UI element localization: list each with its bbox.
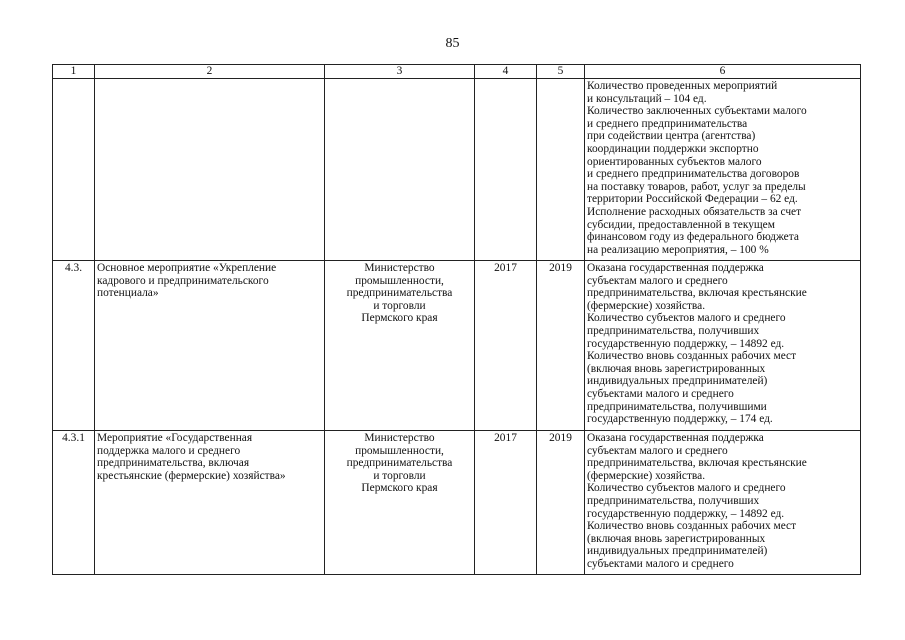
executor-cell	[325, 431, 475, 575]
result-cell	[585, 261, 861, 431]
cell-text-line: субъектам малого и среднего	[587, 444, 728, 457]
cell-text-line: субсидии, предоставленной в текущем	[587, 218, 775, 231]
cell-text-line: Количество вновь созданных рабочих мест	[587, 350, 797, 363]
end-year-cell: 2019	[537, 261, 585, 431]
result-cell	[585, 431, 861, 575]
cell-text-line: государственную поддержку, – 14892 ед.	[587, 337, 785, 350]
cell-text-line: и консультаций – 104 ед.	[587, 92, 707, 105]
cell-text-line: Пермского края	[361, 482, 438, 495]
cell-text-line: государственную поддержку, – 14892 ед.	[587, 507, 785, 520]
cell-text-line: на реализацию мероприятия, – 100 %	[587, 243, 769, 256]
column-header: 1	[53, 65, 95, 79]
table-row	[53, 431, 861, 575]
cell-text-line: и торговли	[373, 299, 426, 312]
cell-text-line: Пермского края	[361, 312, 438, 325]
cell-text-line: предпринимательства, включая	[97, 457, 250, 470]
column-header: 6	[585, 65, 861, 79]
end-year-cell: 2019	[537, 431, 585, 575]
cell-text-line: Оказана государственная поддержка	[587, 262, 764, 274]
item-number-cell: 4.3.1	[53, 431, 95, 575]
program-table	[52, 64, 861, 575]
cell-text-line: субъектами малого и среднего	[587, 387, 734, 400]
cell-text-line: предпринимательства	[346, 287, 453, 300]
cell-text-line: предпринимательства, включая крестьянские	[587, 287, 807, 300]
cell-text-line: поддержка малого и среднего	[97, 444, 241, 457]
item-number-cell: 4.3.	[53, 261, 95, 431]
cell-text-line: потенциала»	[97, 287, 159, 300]
cell-text-line: (включая вновь зарегистрированных	[587, 532, 766, 545]
cell-text-line: предпринимательства, получивших	[587, 494, 760, 507]
start-year-cell: 2017	[475, 261, 537, 431]
cell-text-line: предпринимательства, получившими	[587, 400, 767, 413]
cell-text-line: кадрового и предпринимательского	[97, 274, 269, 287]
cell-text-line: предпринимательства, получивших	[587, 324, 760, 337]
item-name-cell	[95, 431, 325, 575]
cell-text-line: субъектам малого и среднего	[587, 274, 728, 287]
cell-text-line: и среднего предпринимательства	[587, 117, 748, 130]
result-cell	[585, 79, 861, 261]
cell-text-line: предпринимательства	[346, 457, 453, 470]
cell-text-line: Оказана государственная поддержка	[587, 432, 764, 444]
column-header: 4	[475, 65, 537, 79]
cell-text-line: Мероприятие «Государственная	[97, 432, 253, 444]
column-number-row	[53, 65, 861, 79]
table-row	[53, 261, 861, 431]
cell-text-line: территории Российской Федерации – 62 ед.	[587, 193, 798, 206]
cell-text-line: индивидуальных предпринимателей)	[587, 375, 768, 388]
cell-text-line: Министерство	[364, 262, 435, 274]
executor-cell	[325, 79, 475, 261]
start-year-cell: 2017	[475, 431, 537, 575]
cell-text-line: (фермерские) хозяйства.	[587, 469, 706, 482]
cell-text-line: на поставку товаров, работ, услуг за пределы	[587, 180, 806, 193]
cell-text-line: финансовом году из федерального бюджета	[587, 231, 799, 244]
cell-text-line: и среднего предпринимательства договоров	[587, 168, 800, 181]
item-number-cell	[53, 79, 95, 261]
cell-text-line: (включая вновь зарегистрированных	[587, 362, 766, 375]
cell-text-line: Министерство	[364, 432, 435, 444]
column-header: 3	[325, 65, 475, 79]
cell-text-line: Количество субъектов малого и среднего	[587, 482, 786, 495]
cell-text-line: Исполнение расходных обязательств за счет	[587, 205, 802, 218]
cell-text-line: крестьянские (фермерские) хозяйства»	[97, 469, 286, 482]
cell-text-line: координации поддержки экспортно	[587, 142, 759, 155]
cell-text-line: Основное мероприятие «Укрепление	[97, 262, 277, 274]
column-header: 2	[95, 65, 325, 79]
cell-text-line: Количество проведенных мероприятий	[587, 80, 778, 92]
table-row	[53, 79, 861, 261]
start-year-cell	[475, 79, 537, 261]
end-year-cell	[537, 79, 585, 261]
cell-text-line: (фермерские) хозяйства.	[587, 299, 706, 312]
cell-text-line: государственную поддержку, – 174 ед.	[587, 413, 773, 426]
column-header: 5	[537, 65, 585, 79]
cell-text-line: ориентированных субъектов малого	[587, 155, 762, 168]
item-name-cell	[95, 261, 325, 431]
cell-text-line: при содействии центра (агентства)	[587, 130, 756, 143]
cell-text-line: Количество заключенных субъектами малого	[587, 105, 807, 118]
cell-text-line: Количество вновь созданных рабочих мест	[587, 520, 797, 533]
cell-text-line: промышленности,	[355, 274, 444, 287]
cell-text-line: субъектами малого и среднего	[587, 557, 734, 570]
cell-text-line: предпринимательства, включая крестьянские	[587, 457, 807, 470]
cell-text-line: промышленности,	[355, 444, 444, 457]
cell-text-line: индивидуальных предпринимателей)	[587, 545, 768, 558]
item-name-cell	[95, 79, 325, 261]
executor-cell	[325, 261, 475, 431]
cell-text-line: Количество субъектов малого и среднего	[587, 312, 786, 325]
cell-text-line: и торговли	[373, 469, 426, 482]
page-number: 85	[445, 36, 460, 51]
